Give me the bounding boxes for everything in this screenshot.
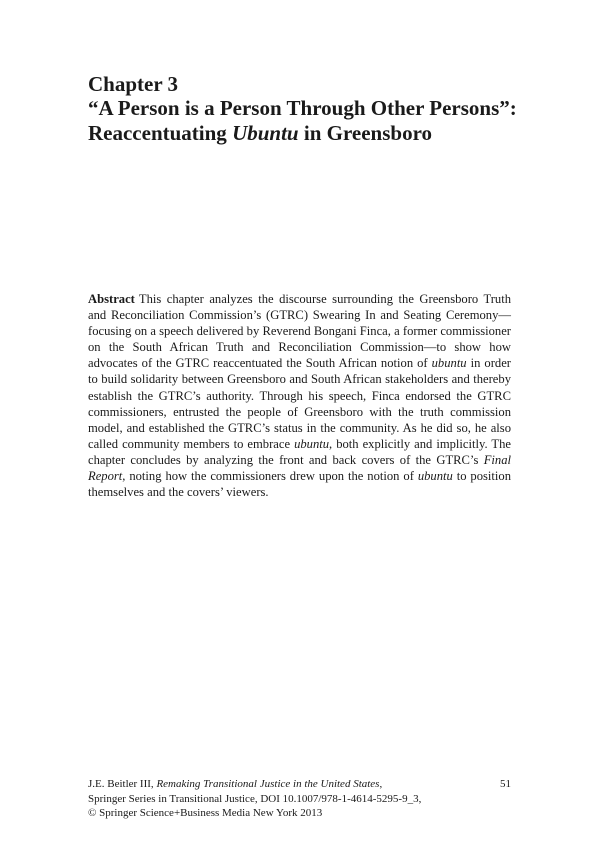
abstract-text-2: in order to build solidarity between Greensboro and South African stakeholders and thereby establish the GTRC’s authority. Through his speech, Finca endorsed the GTRC commissioners, entrusted the people of Greensboro with the truth commission model, and established the GTRC’s status in the community. As he did so, he also called community members to embrace (88, 356, 511, 451)
footer-author: J.E. Beitler III, (88, 778, 157, 790)
chapter-label: Chapter 3 (88, 72, 179, 96)
chapter-title (88, 96, 528, 146)
abstract-italic-4: ubuntu (417, 469, 453, 484)
chapter-title-line1: “A Person is a Person Through Other Persons”: (88, 96, 517, 120)
abstract-paragraph (88, 291, 511, 500)
abstract-text-4: , noting how the commissioners drew upon the notion of (122, 469, 418, 484)
page-number: 51 (500, 778, 511, 790)
chapter-title-line2-post: in Greensboro (298, 121, 433, 145)
footer-author-line (88, 777, 511, 792)
footer-author-post: , (379, 778, 383, 790)
chapter-title-line2-pre: Reaccentuating (88, 121, 233, 145)
footer (88, 777, 511, 821)
abstract-italic-1: ubuntu (431, 356, 467, 371)
footer-series: Springer Series in Transitional Justice, DOI 10.1007/978-1-4614-5295-9_3, (88, 792, 422, 805)
chapter-title-italic: Ubuntu (232, 121, 299, 145)
abstract-italic-2: ubuntu (294, 436, 330, 451)
abstract-label: Abstract (88, 292, 135, 306)
footer-copyright: © Springer Science+Business Media New York 2013 (88, 807, 323, 819)
abstract-text-5: to position themselves and the covers’ viewers. (88, 469, 512, 500)
chapter-heading (88, 72, 528, 146)
abstract-text-3: , both explicitly and implicitly. The chapter concludes by analyzing the front and back covers of the GTRC’s (88, 436, 512, 467)
footer-book-title: Remaking Transitional Justice in the United States (156, 778, 380, 790)
abstract-italic-3: Final Report (88, 452, 511, 484)
abstract-text-1: This chapter analyzes the discourse surrounding the Greensboro Truth and Reconciliation Commission’s (GTRC) Swearing In and Seating Ceremony—focusing on a speech delivered by Reverend Bongani Finca, a former commissioner on the South African Truth and Reconciliation Commission—to show how advocates of the GTRC reaccentuated the South African notion of (88, 292, 511, 371)
